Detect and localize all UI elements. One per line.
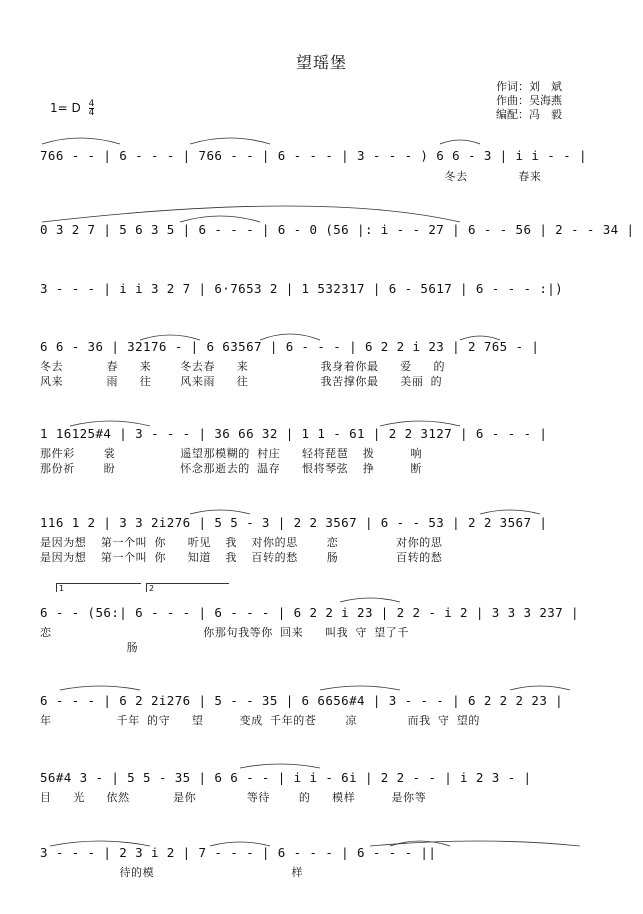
- notes-row: 1 16125#4 | 3 - - - | 36 66 32 | 1 1 - 61 | 2 2 3127 | 6 - - - |: [40, 426, 548, 441]
- score-row-6: [40, 515, 600, 565]
- volta-first-ending: 1: [56, 583, 141, 592]
- notes-row: 6 - - - | 6 2 2i276 | 5 - - 35 | 6 6656#4 | 3 - - - | 6 2 2 2 23 |: [40, 693, 564, 708]
- slur-arc: [240, 764, 320, 768]
- slur-arc: [510, 686, 570, 690]
- lyric-line: 冬去 春来: [40, 170, 542, 183]
- slur-arc: [60, 686, 140, 690]
- score-row-5: [40, 426, 600, 476]
- notes-row: 6 6 - 36 | 32176 - | 6 63567 | 6 - - - | 6 2 2 i 23 | 2 765 - |: [40, 339, 540, 354]
- lyric-line: 恋 你那句我等你 回来 叫我 守 望了千: [40, 626, 410, 639]
- lyric-line: 年 千年 的守 望 变成 千年的苍 凉 而我 守 望的: [40, 714, 480, 727]
- notes-row: 0 3 2 7 | 5 6 3 5 | 6 - - - | 6 - 0 (56 |: i - - 27 | 6 - - 56 | 2 - - 34 |: [40, 222, 635, 237]
- slur-arc: [190, 138, 270, 144]
- score-row-2: [40, 222, 635, 252]
- lyric-line: 待的模 样: [40, 866, 304, 879]
- credits-block: [496, 80, 562, 122]
- score-row-7: [40, 605, 600, 655]
- slur-arc: [190, 510, 250, 514]
- notes-row: 6 - - (56:| 6 - - - | 6 - - - | 6 2 2 i 23 | 2 2 - i 2 | 3 3 3 237 |: [40, 605, 579, 620]
- lyric-line: 那份祈 盼 怀念那逝去的 温存 恨将琴弦 挣 断: [40, 462, 423, 475]
- slur-arc: [480, 510, 540, 514]
- notes-row: 3 - - - | i i 3 2 7 | 6·7653 2 | 1 532317 | 6 - 5617 | 6 - - - :|): [40, 281, 564, 296]
- notes-row: 3 - - - | 2 3 i 2 | 7 - - - | 6 - - - | 6 - - - ||: [40, 845, 437, 860]
- lyric-line: 冬去 春 来 冬去春 来 我身着你最 爱 的: [40, 360, 446, 373]
- score-row-4: [40, 339, 600, 389]
- key-label: 1= D: [50, 101, 81, 115]
- lyric-line: 是因为想 第一个叫 你 知道 我 百转的愁 肠 百转的愁: [40, 551, 443, 564]
- slur-arc: [42, 138, 120, 144]
- slur-arc: [340, 598, 400, 602]
- slur-arc: [42, 206, 460, 222]
- notes-row: 116 1 2 | 3 3 2i276 | 5 5 - 3 | 2 2 3567 | 6 - - 53 | 2 2 3567 |: [40, 515, 548, 530]
- time-top: 4: [88, 99, 95, 109]
- score-row-10: [40, 845, 600, 885]
- lyricist-credit: 作词：刘 斌: [496, 80, 562, 93]
- lyric-line: 是因为想 第一个叫 你 听见 我 对你的思 恋 对你的思: [40, 536, 443, 549]
- lyric-line: 风来 雨 往 风来雨 往 我苦撑你最 美丽 的: [40, 375, 443, 388]
- lyric-line: 肠: [40, 641, 139, 654]
- score-row-8: [40, 693, 600, 733]
- arranger-credit: 编配：冯 毅: [496, 108, 562, 121]
- score-row-9: [40, 770, 600, 810]
- song-title: 望瑶堡: [295, 53, 347, 72]
- lyric-line: 目 光 依然 是你 等待 的 模样 是你等: [40, 791, 427, 804]
- notes-row: 766 - - | 6 - - - | 766 - - | 6 - - - | 3 - - - ) 6 6 - 3 | i i - - |: [40, 148, 587, 163]
- notes-row: 56#4 3 - | 5 5 - 35 | 6 6 - - | i i - 6i | 2 2 - - | i 2 3 - |: [40, 770, 532, 785]
- score-row-1: [40, 148, 600, 188]
- key-signature: [50, 100, 94, 117]
- volta-second-ending: 2: [146, 583, 229, 592]
- composer-credit: 作曲：吴海燕: [496, 94, 562, 107]
- slur-arc: [440, 140, 480, 144]
- time-bottom: 4: [88, 108, 95, 118]
- time-signature: [89, 100, 95, 117]
- lyric-line: 那件彩 裳 遥望那模糊的 村庄 轻将琵琶 拨 响: [40, 447, 423, 460]
- score-row-3: [40, 281, 600, 311]
- slur-arc: [320, 686, 400, 690]
